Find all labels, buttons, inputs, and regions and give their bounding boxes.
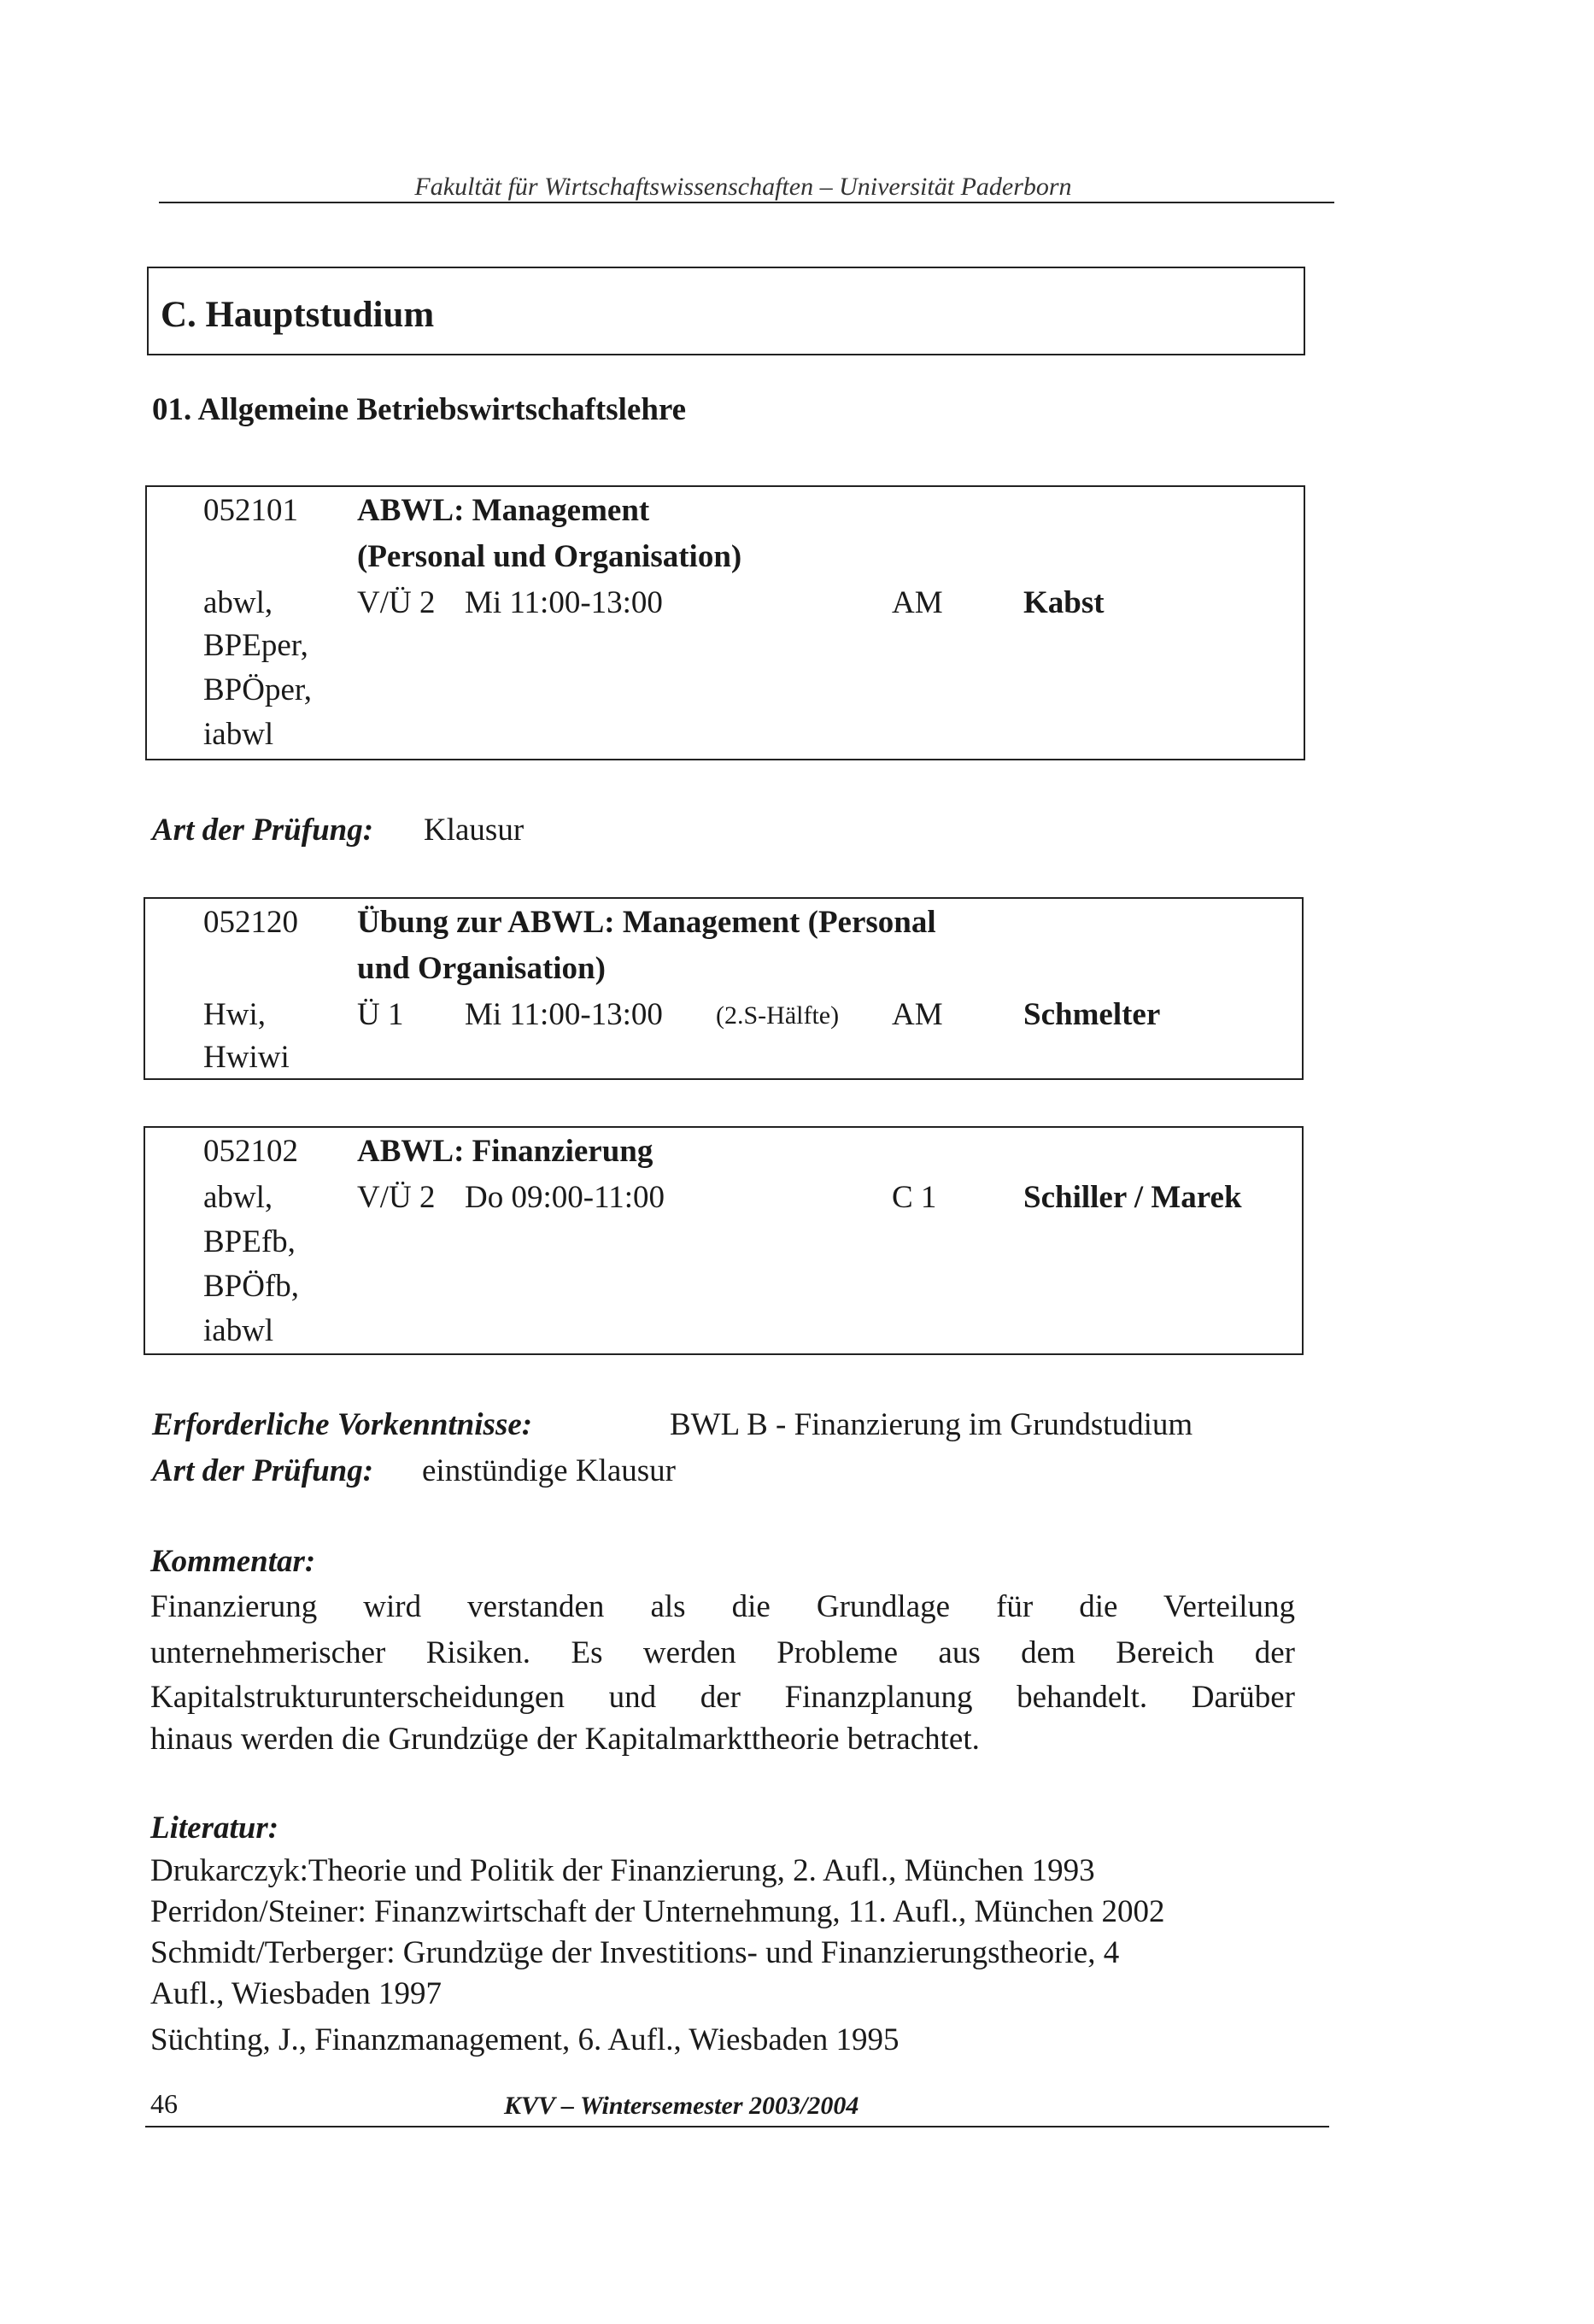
course-tag: iabwl (203, 717, 274, 752)
course-time: Mi 11:00-13:00 (465, 585, 663, 620)
comment-line: unternehmerischer Risiken. Es werden Probleme aus dem Bereich der (150, 1635, 1295, 1670)
section-title: C. Hauptstudium (161, 295, 435, 335)
exam-value: Klausur (424, 813, 524, 848)
course-tag: abwl, (203, 585, 273, 620)
course-lecturer: Schmelter (1023, 997, 1161, 1032)
course-type: V/Ü 2 (357, 1180, 436, 1215)
course-number: 052102 (203, 1134, 298, 1169)
course-lecturer: Kabst (1023, 585, 1105, 620)
header-rule (159, 202, 1334, 203)
course-note: (2.S-Hälfte) (716, 1001, 840, 1030)
course-time: Mi 11:00-13:00 (465, 997, 663, 1032)
course-title: ABWL: Finanzierung (357, 1134, 653, 1169)
page-footer: KVV – Wintersemester 2003/2004 (504, 2092, 859, 2120)
exam-label: Art der Prüfung: (152, 1453, 374, 1488)
course-tag: BPEper, (203, 628, 308, 663)
course-title: Übung zur ABWL: Management (Personal (357, 905, 936, 940)
course-title-line-2: (Personal und Organisation) (357, 539, 742, 574)
course-tag: BPEfb, (203, 1224, 296, 1259)
comment-line: Kapitalstrukturunterscheidungen und der Finanzplanung behandelt. Darüber (150, 1680, 1295, 1715)
comment-line: Finanzierung wird verstanden als die Grundlage für die Verteilung (150, 1589, 1295, 1624)
course-title: ABWL: Management (357, 493, 650, 528)
course-tag: Hwi, (203, 997, 266, 1032)
page-header: Fakultät für Wirtschaftswissenschaften – Universität Paderborn (414, 173, 1072, 201)
course-box-052101 (145, 485, 1305, 760)
course-tag: Hwiwi (203, 1040, 290, 1075)
literature-item: Süchting, J., Finanzmanagement, 6. Aufl., Wiesbaden 1995 (150, 2022, 900, 2057)
course-title-line-2: und Organisation) (357, 951, 606, 986)
comment-line: hinaus werden die Grundzüge der Kapitalmarkttheorie betrachtet. (150, 1722, 980, 1757)
course-box-052102 (144, 1126, 1304, 1355)
course-type: Ü 1 (357, 997, 404, 1032)
course-room: C 1 (892, 1180, 937, 1215)
course-tag: abwl, (203, 1180, 273, 1215)
prereq-label: Erforderliche Vorkenntnisse: (152, 1407, 533, 1442)
literature-item: Aufl., Wiesbaden 1997 (150, 1976, 442, 2011)
footer-rule (145, 2126, 1329, 2127)
literature-item: Schmidt/Terberger: Grundzüge der Investitions- und Finanzierungstheorie, 4 (150, 1935, 1120, 1970)
comment-label: Kommentar: (150, 1544, 316, 1579)
course-tag: BPÖper, (203, 672, 312, 707)
course-tag: iabwl (203, 1313, 274, 1348)
course-tag: BPÖfb, (203, 1269, 300, 1304)
course-number: 052120 (203, 905, 298, 940)
course-room: AM (892, 585, 943, 620)
course-lecturer: Schiller / Marek (1023, 1180, 1242, 1215)
page-number: 46 (150, 2088, 178, 2119)
exam-value: einstündige Klausur (422, 1453, 676, 1488)
course-type: V/Ü 2 (357, 585, 436, 620)
literature-label: Literatur: (150, 1810, 279, 1846)
course-time: Do 09:00-11:00 (465, 1180, 665, 1215)
literature-item: Perridon/Steiner: Finanzwirtschaft der Unternehmung, 11. Aufl., München 2002 (150, 1894, 1165, 1929)
exam-label: Art der Prüfung: (152, 813, 374, 848)
prereq-value: BWL B - Finanzierung im Grundstudium (670, 1407, 1193, 1442)
subsection-title: 01. Allgemeine Betriebswirtschaftslehre (152, 392, 687, 427)
literature-item: Drukarczyk:Theorie und Politik der Finanzierung, 2. Aufl., München 1993 (150, 1853, 1095, 1888)
course-room: AM (892, 997, 943, 1032)
course-number: 052101 (203, 493, 298, 528)
